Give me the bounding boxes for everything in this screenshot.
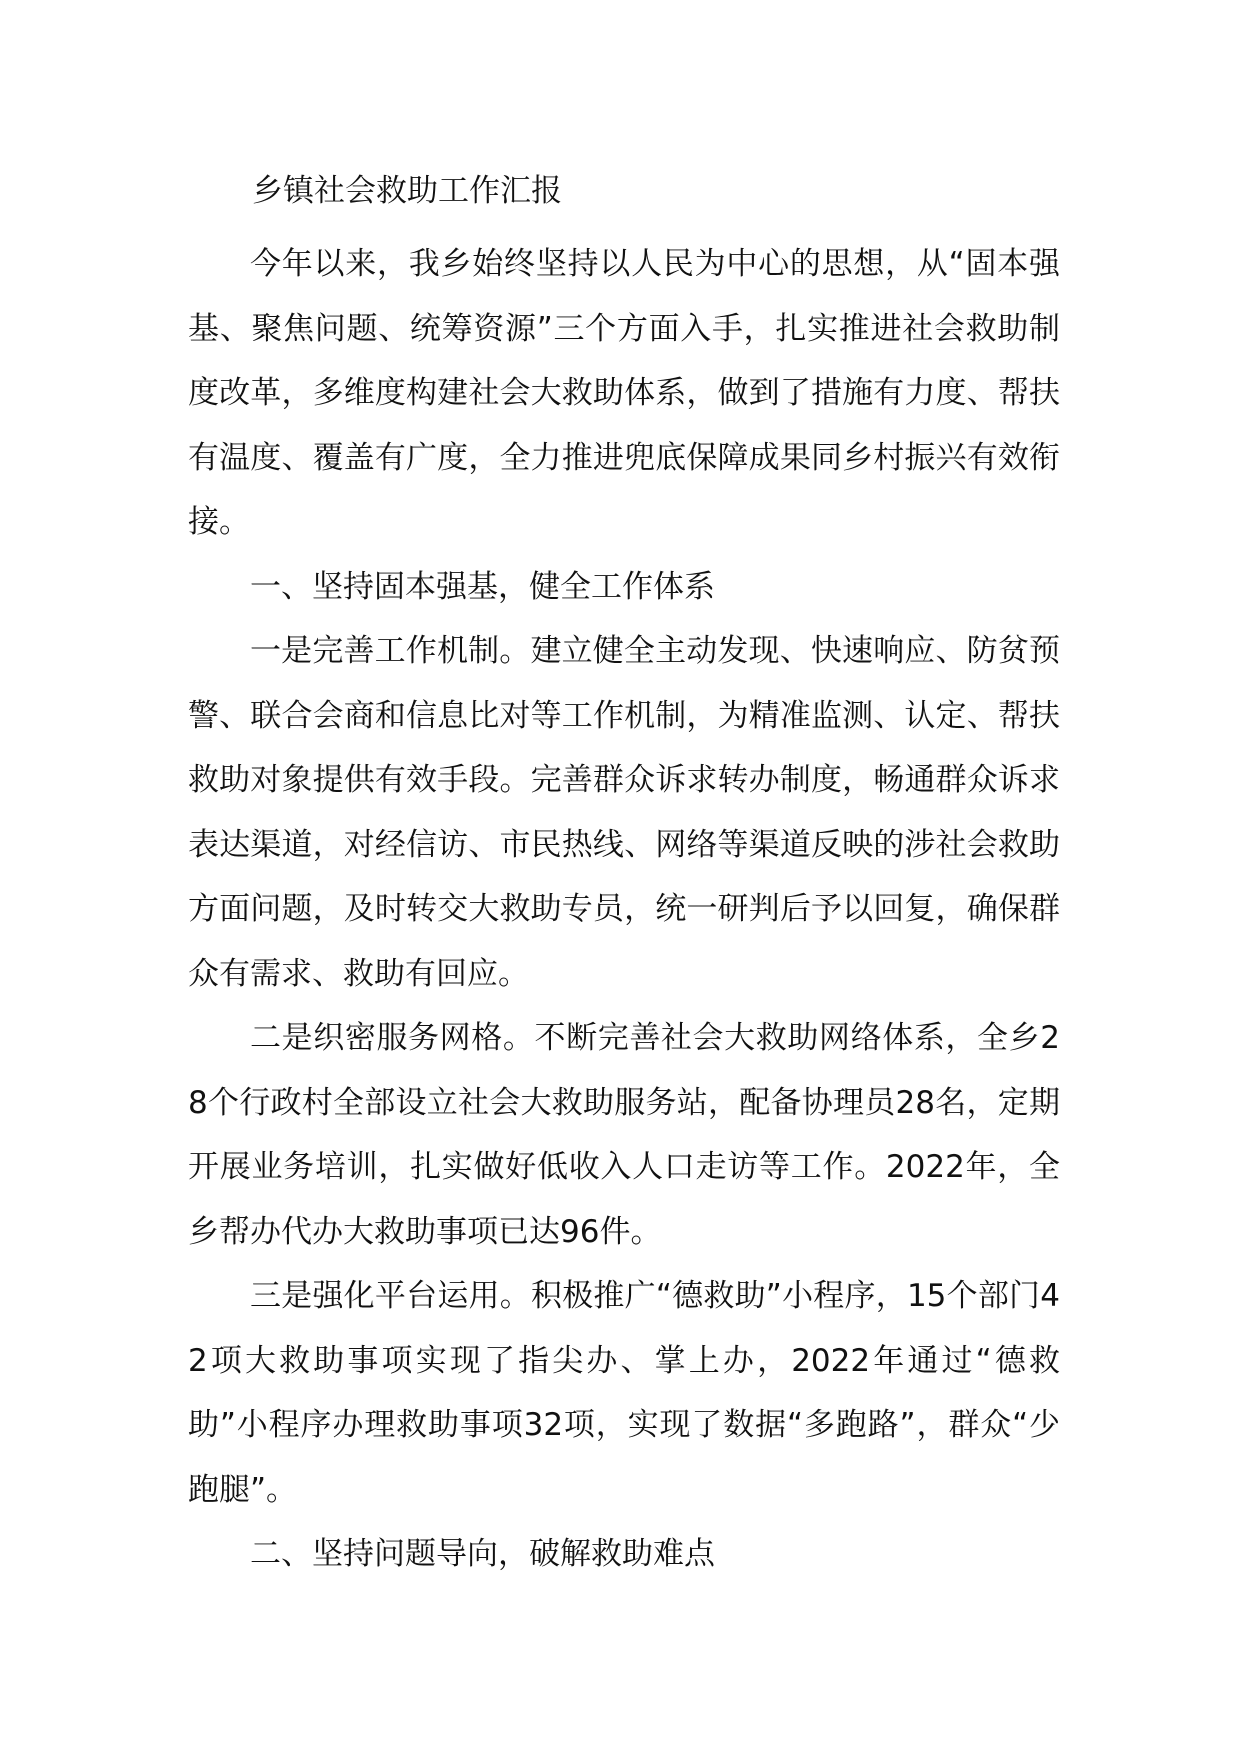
section-heading-2: 二、坚持问题导向，破解救助难点 xyxy=(250,1536,715,1572)
document-title: 乡镇社会救助工作汇报 xyxy=(252,173,562,209)
paragraph-service-grid: 二是织密服务网格。不断完善社会大救助网络体系，全乡28个行政村全部设立社会大救助服务站，配备协理员28名，定期开展业务培训，扎实做好低收入人口走访等工作。2022年，全乡帮办代办大救助事项已达96件。 xyxy=(188,1020,1060,1250)
paragraph-work-mechanism: 一是完善工作机制。建立健全主动发现、快速响应、防贫预警、联合会商和信息比对等工作机制，为精准监测、认定、帮扶救助对象提供有效手段。完善群众诉求转办制度，畅通群众诉求表达渠道，对经信访、市民热线、网络等渠道反映的涉社会救助方面问题，及时转交大救助专员，统一研判后予以回复，确保群众有需求、救助有回应。 xyxy=(188,633,1060,992)
document-body xyxy=(188,232,1060,1587)
paragraph-platform-use: 三是强化平台运用。积极推广“德救助”小程序，15个部门42项大救助事项实现了指尖办、掌上办，2022年通过“德救助”小程序办理救助事项32项，实现了数据“多跑路”，群众“少跑腿”。 xyxy=(188,1278,1060,1508)
section-heading-1: 一、坚持固本强基，健全工作体系 xyxy=(250,568,715,605)
intro-paragraph: 今年以来，我乡始终坚持以人民为中心的思想，从“固本强基、聚焦问题、统筹资源”三个方面入手，扎实推进社会救助制度改革，多维度构建社会大救助体系，做到了措施有力度、帮扶有温度、覆盖有广度，全力推进兜底保障成果同乡村振兴有效衔接。 xyxy=(188,246,1060,540)
